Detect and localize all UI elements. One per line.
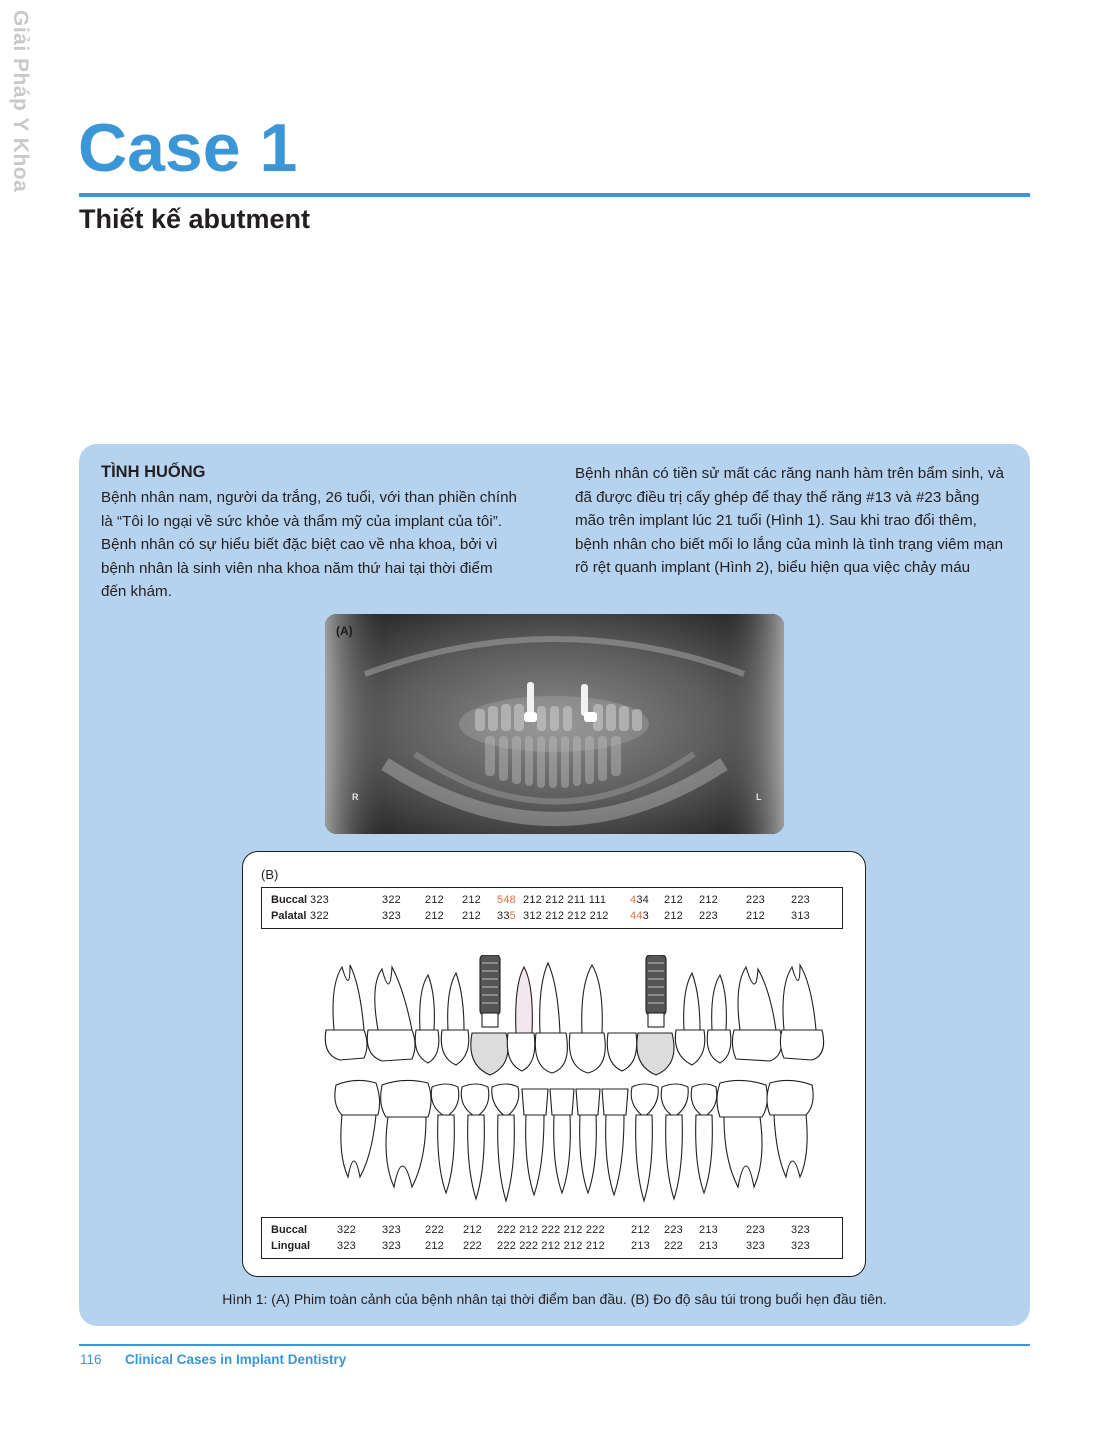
probing-cell: 548 [497, 894, 516, 906]
probing-cell: 212 [425, 1240, 444, 1252]
probing-cell: 213 [699, 1224, 718, 1236]
upper-row2-label: Palatal [271, 910, 307, 922]
upper-tooth-root [712, 975, 727, 1030]
upper-tooth-crown [675, 1030, 704, 1065]
implant-crown-13 [471, 1033, 508, 1075]
probing-cell: 212 [664, 910, 683, 922]
upper-tooth-root [448, 973, 464, 1030]
probing-cell: 312 212 212 212 [523, 910, 609, 922]
implant-fixture-13 [480, 955, 500, 1015]
probing-cell: 212 [631, 1224, 650, 1236]
upper-buccal-row [262, 892, 842, 908]
lower-tooth-crown [717, 1080, 767, 1117]
probing-cell: 212 212 211 111 [523, 894, 607, 906]
footer-divider [79, 1344, 1030, 1346]
upper-tooth-crown [569, 1033, 605, 1073]
lower-tooth-root [341, 1115, 376, 1177]
lower-tooth-root [468, 1115, 485, 1199]
upper-tooth-crown [507, 1033, 535, 1071]
book-title: Clinical Cases in Implant Dentistry [125, 1352, 347, 1367]
upper-tooth-crown [325, 1030, 367, 1060]
lower-tooth-root [636, 1115, 653, 1201]
probing-cell: 213 [631, 1240, 650, 1252]
upper-tooth-crown [367, 1030, 415, 1061]
lower-tooth-root [498, 1115, 515, 1201]
probing-cell: 223 [699, 910, 718, 922]
lower-tooth-root [666, 1115, 683, 1199]
upper-tooth-root [375, 967, 412, 1030]
probing-cell: 212 [462, 894, 481, 906]
lower-tooth-root [606, 1115, 624, 1195]
lower-tooth-crown [550, 1089, 574, 1115]
probing-cell: 322 [337, 1224, 356, 1236]
probing-cell: 222 [463, 1240, 482, 1252]
probing-cell: 322 [310, 910, 329, 922]
lower-row1-label: Buccal [271, 1224, 308, 1236]
implant-abutment-23 [648, 1013, 664, 1027]
upper-tooth-root [738, 967, 776, 1030]
probing-cell: 323 [746, 1240, 765, 1252]
lower-tooth-crown [381, 1080, 431, 1117]
upper-tooth-crown [732, 1030, 781, 1061]
probing-cell: 222 [664, 1240, 683, 1252]
figure-caption: Hình 1: (A) Phim toàn cảnh của bệnh nhân tại thời điểm ban đầu. (B) Đo độ sâu túi trong buổi hẹn đầu tiên. [222, 1291, 887, 1307]
probing-cell: 212 [462, 910, 481, 922]
lower-tooth-root [774, 1115, 807, 1177]
case-text-left: Bệnh nhân nam, người da trắng, 26 tuổi, với than phiền chính là “Tôi lo ngại về sức khỏe và thẩm mỹ của implant của tôi”. Bệnh nhân có sự hiểu biết đặc biệt cao về nha khoa, bởi vì bệnh nhân là sinh viên nha khoa năm thứ hai tại thời điểm đến khám. [101, 489, 517, 601]
case-heading: TÌNH HUỐNG [101, 463, 206, 481]
chart-panel-label: (B) [261, 867, 279, 882]
lower-tooth-crown [492, 1084, 519, 1117]
lower-lingual-row [262, 1238, 842, 1254]
probing-cell: 222 222 212 212 212 [497, 1240, 605, 1252]
upper-tooth-crown [441, 1030, 469, 1065]
probing-cell: 223 [791, 894, 810, 906]
upper-tooth-root [420, 975, 435, 1030]
upper-tooth-root [516, 967, 533, 1033]
probing-cell: 212 [425, 910, 444, 922]
panoramic-xray [325, 614, 784, 834]
upper-tooth-crown [415, 1030, 439, 1063]
upper-tooth-crown [535, 1033, 567, 1073]
upper-tooth-root [333, 965, 364, 1030]
lower-tooth-crown [602, 1089, 628, 1115]
upper-tooth-crown [707, 1030, 731, 1063]
probing-cell: 323 [382, 1240, 401, 1252]
lower-tooth-root [554, 1115, 571, 1193]
lower-row2-label: Lingual [271, 1240, 311, 1252]
lower-tooth-crown [522, 1089, 548, 1115]
lower-tooth-root [526, 1115, 544, 1195]
lower-tooth-crown [661, 1084, 688, 1117]
page-number: 116 [80, 1352, 102, 1367]
probing-cell: 222 212 222 212 222 [497, 1224, 605, 1236]
upper-tooth-root [783, 965, 816, 1030]
probing-cell: 323 [791, 1240, 810, 1252]
probing-cell: 212 [664, 894, 683, 906]
xray-label: (A) [336, 624, 353, 638]
lower-tooth-crown [767, 1080, 813, 1115]
probing-cell: 313 [791, 910, 810, 922]
probing-cell: 223 [746, 1224, 765, 1236]
lower-tooth-crown [576, 1089, 600, 1115]
upper-palatal-row [262, 908, 842, 924]
lower-tooth-root [724, 1117, 762, 1187]
probing-cell: 212 [425, 894, 444, 906]
lower-tooth-crown [461, 1084, 489, 1117]
tooth-diagram [320, 955, 830, 1205]
probing-cell: 323 [310, 894, 329, 906]
implant-abutment-13 [482, 1013, 498, 1027]
lower-tooth-crown [431, 1084, 459, 1117]
title-divider [79, 193, 1030, 197]
probing-cell: 222 [425, 1224, 444, 1236]
upper-probing-table [261, 887, 843, 929]
probing-cell: 212 [746, 910, 765, 922]
lower-buccal-row [262, 1222, 842, 1238]
upper-tooth-root [582, 965, 603, 1033]
xray-image [325, 614, 784, 834]
lower-tooth-root [696, 1115, 713, 1193]
probing-cell: 434 [630, 894, 649, 906]
case-title: Case 1 [78, 110, 298, 186]
probing-cell: 213 [699, 1240, 718, 1252]
side-watermark: Giải Pháp Y Khoa [9, 10, 32, 193]
upper-row1-label: Buccal [271, 894, 308, 906]
lower-tooth-root [580, 1115, 597, 1193]
upper-tooth-crown [607, 1033, 636, 1071]
lower-tooth-crown [631, 1084, 658, 1117]
probing-cell: 323 [382, 910, 401, 922]
upper-tooth-root [684, 973, 700, 1030]
implant-crown-23 [637, 1033, 674, 1075]
probing-cell: 212 [699, 894, 718, 906]
probing-cell: 223 [746, 894, 765, 906]
case-text-right: Bệnh nhân có tiền sử mất các răng nanh hàm trên bẩm sinh, và đã được điều trị cấy ghép để thay thế răng #13 và #23 bằng mão trên implant lúc 21 tuổi (Hình 1). Sau khi trao đổi thêm, bệnh nhân cho biết mối lo lắng của mình là tình trạng viêm mạn rõ rệt quanh implant (Hình 2), biểu hiện qua việc chảy máu [575, 465, 1004, 577]
lower-tooth-root [386, 1117, 426, 1187]
lower-tooth-crown [691, 1084, 717, 1117]
upper-tooth-root [540, 963, 560, 1033]
probing-cell: 322 [382, 894, 401, 906]
probing-cell: 223 [664, 1224, 683, 1236]
xray-marker-left: L [756, 792, 762, 802]
lower-tooth-crown [335, 1080, 380, 1115]
probing-cell: 443 [630, 910, 649, 922]
upper-tooth-crown [780, 1030, 823, 1060]
implant-threads [482, 963, 664, 1003]
xray-marker-right: R [352, 792, 359, 802]
probing-cell: 323 [382, 1224, 401, 1236]
probing-cell: 212 [463, 1224, 482, 1236]
lower-tooth-root [438, 1115, 455, 1193]
case-subtitle: Thiết kế abutment [79, 204, 311, 234]
probing-cell: 335 [497, 910, 516, 922]
lower-probing-table [261, 1217, 843, 1259]
implant-fixture-23 [646, 955, 666, 1015]
probing-cell: 323 [337, 1240, 356, 1252]
probing-cell: 323 [791, 1224, 810, 1236]
